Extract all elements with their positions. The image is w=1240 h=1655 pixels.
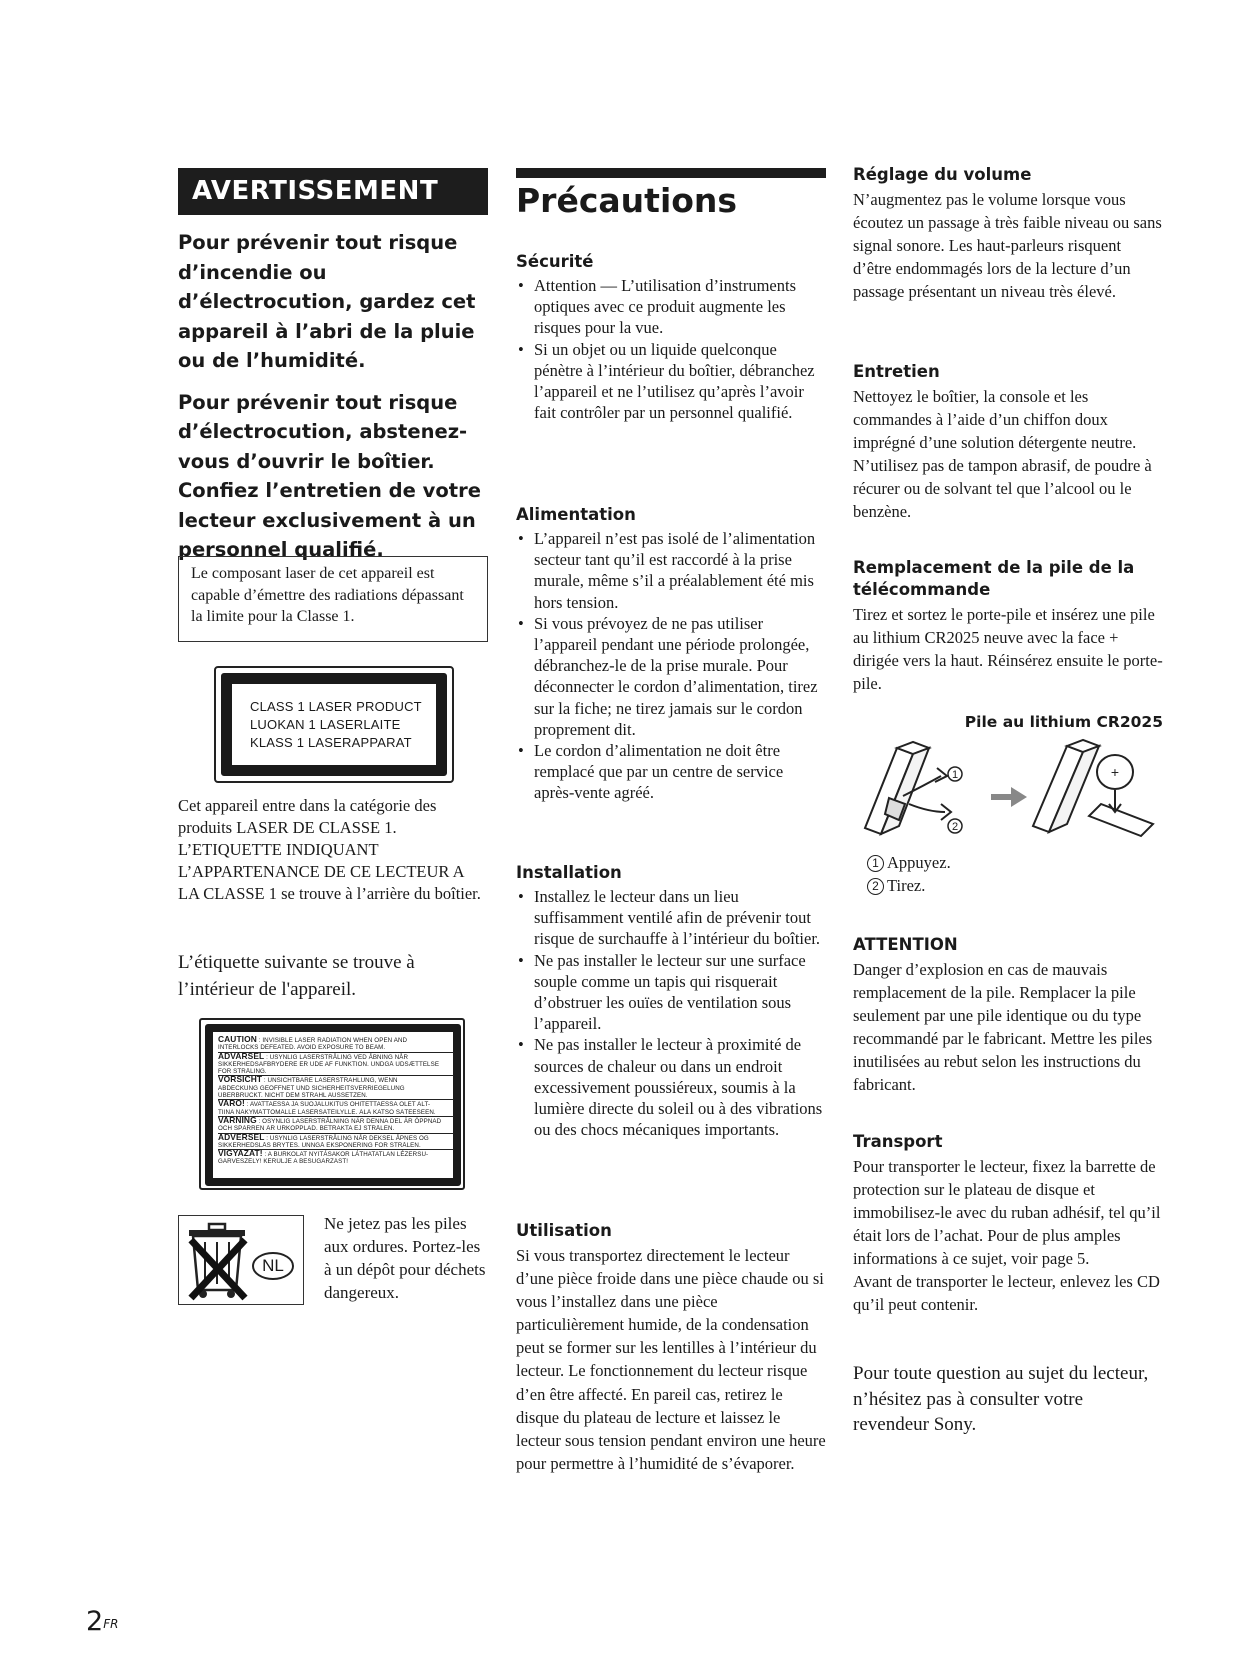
pile-heading: Remplacement de la pile de la télécommande — [853, 558, 1135, 599]
pile-text: Tirez et sortez le porte-pile et insérez une pile au lithium CR2025 neuve avec la face + dirigée vers la haut. Réinsérez ensuite le porte-pile. — [853, 605, 1163, 693]
section-securite — [516, 251, 826, 423]
section-attention — [853, 934, 1163, 1096]
section-heading: Sécurité — [516, 252, 594, 271]
volume-text: N’augmentez pas le volume lorsque vous écoutez un passage à très faible niveau ou sans signal sonore. Les haut-parleurs risquent d’être endommagés lors de la lecture d’un passage présentant un niveau très élevé. — [853, 190, 1162, 301]
precautions-rule — [516, 168, 826, 178]
transport-text-cd: Avant de transporter le lecteur, enlevez les CD qu’il peut contenir. — [853, 1272, 1160, 1314]
utilisation-text: Si vous transportez directement le lecteur d’une pièce froide dans une pièce chaude ou si vous l’installez dans une pièce particulièrement humide, de la condensation peut se former sur les lentilles à l’intérieur du lecteur. Le fonctionnement du lecteur risque d’en être affecté. En pareil cas, retirez le disque du plateau de lecture et laissez le lecteur sous tension pendant environ une heure pour permettre à l’humidité de s’évaporer. — [516, 1246, 826, 1473]
list-item: • Si vous prévoyez de ne pas utiliser l’appareil pendant une période prolongée, débranchez-le de la prise murale. Pour déconnecter le cordon d’alimentation, tirez sur la fiche; ne tirez jamais sur le cordon proprement dit. — [516, 613, 826, 740]
step-2 — [867, 874, 1067, 897]
laser-category-text: Cet appareil entre dans la catégorie des produits LASER DE CLASSE 1. L’ETIQUETTE INDIQUANT L’APPARTENANCE DE CE LECTEUR A LA CLASSE 1 se trouve à l’arrière du boîtier. — [178, 796, 481, 903]
page-suffix: FR — [103, 1617, 119, 1631]
laser-label-line-1: CLASS 1 LASER PRODUCT — [250, 699, 422, 714]
battery-disposal-symbol — [178, 1215, 304, 1305]
laser-note-text: Le composant laser de cet appareil est capable d’émettre des radiations dépassant la limite pour la Classe 1. — [191, 565, 464, 625]
inside-label-text: L’étiquette suivante se trouve à l’intérieur de l'appareil. — [178, 952, 415, 1000]
laser-label-line-3: KLASS 1 LASERAPPARAT — [250, 735, 412, 750]
section-entretien — [853, 361, 1163, 523]
battery-disposal-text: Ne jetez pas les piles aux ordures. Portez-les à un dépôt pour déchets dangereux. — [324, 1214, 486, 1302]
section-heading: Alimentation — [516, 505, 636, 524]
list-item: • Le cordon d’alimentation ne doit être remplacé que par un centre de service après-vente agréé. — [516, 740, 826, 804]
battery-steps — [867, 851, 1067, 897]
section-heading: Utilisation — [516, 1221, 612, 1240]
nl-badge: NL — [262, 1256, 284, 1275]
step-1 — [867, 851, 1067, 874]
section-utilisation — [516, 1220, 826, 1475]
precautions-title: Précautions — [516, 181, 738, 220]
section-alimentation — [516, 504, 826, 804]
svg-text:+: + — [1110, 764, 1120, 780]
class1-laser-label — [214, 666, 454, 783]
step2-marker: 2 — [951, 821, 959, 833]
list-item: • Attention — L’utilisation d’instruments optiques avec ce produit augmente les risques pour la vue. — [516, 275, 826, 339]
battery-replacement-illustration — [853, 738, 1163, 848]
transport-text: Pour transporter le lecteur, fixez la barrette de protection sur le plateau de disque et immobilisez-le avec du ruban adhésif, tel qu’il était lors de l’achat. Pour de plus amples informations à ce sujet, voir page 5. — [853, 1157, 1161, 1268]
step-1-number: 1 — [867, 855, 884, 872]
list-item: • Ne pas installer le lecteur sur une surface souple comme un tapis qui risquerait d’obstruer les ouïes de ventilation sous l’appareil. — [516, 950, 826, 1035]
step-2-number: 2 — [867, 878, 884, 895]
list-item: • Si un objet ou un liquide quelconque pénètre à l’intérieur du boîtier, débranchez l’appareil et ne l’utilisez qu’après l’avoir fait contrôler par un personnel qualifié. — [516, 339, 826, 424]
attention-heading: ATTENTION — [853, 935, 958, 954]
caution-label-text: CAUTION : INVISIBLE LASER RADIATION WHEN OPEN AND INTERLOCKS DEFEATED. AVOID EXPOSURE TO BEAM. ADVARSEL : USYNLIG LASERSTRÅLING VED ÅBNING NÅR SIKKERHEDSAFBRYDERE ER UDE AF FUNKTION. UNDGÅ UDSÆTTELSE FOR STRÅLING. VORSICHT : UNSICHTBARE LASERSTRAHLUNG, WENN ABDECKUNG GEÖFFNET UND SICHERHEITSVERRIEGELUNG ÜBERBRÜCKT. NICHT DEM STRAHL AUSSETZEN. VARO! : AVATTAESSA JA SUOJALUKITUS OHITETTAESSA OLET ALT- TIINA NÄKYMÄTTÖMÄLLE LASERSÄTEILYLLE. ÄLÄ KATSO SÄTEESEEN. VARNING : OSYNLIG LASERSTRÅLNING NÄR DENNA DEL ÄR ÖPPNAD OCH SPÄRREN ÄR URKOPPLAD. BETRAKTA EJ STRÅLEN. ADVERSEL : USYNLIG LASERSTRÅLING NÅR DEKSEL ÅPNES OG SIKKERHEDSLÅS BRYTES. UNNGÅ EKSPONERING FOR STRÅLEN. VIGYAZAT! : A BURKOLAT NYITÁSAKOR LÁTHATATLAN LÉZERSU- GÁRVESZÉLY! KERÜLJE A BESUGÁRZÁST! — [218, 1036, 454, 1166]
step-2-label: Tirez. — [887, 876, 926, 895]
laser-label-line-2: LUOKAN 1 LASERLAITE — [250, 717, 401, 732]
section-heading: Installation — [516, 863, 622, 882]
list-item: • L’appareil n’est pas isolé de l’alimentation secteur tant qu’il est raccordé à la prise murale, même s’il a préalablement été mis hors tension. — [516, 528, 826, 613]
attention-text: Danger d’explosion en cas de mauvais remplacement de la pile. Remplacer la pile seulement par une pile identique ou du type recommandé par le fabricant. Mettre les piles inutilisées au rebut selon les instructions du fabricant. — [853, 960, 1153, 1094]
step1-marker: 1 — [951, 769, 959, 781]
page-number: $2^{FR}$ — [86, 1606, 119, 1637]
entretien-text: Nettoyez le boîtier, la console et les commandes à l’aide d’un chiffon doux imprégné d’une solution détergente neutre. N’utilisez pas de tampon abrasif, de poudre à récurer ou de solvant tel que l’alcool ou le benzène. — [853, 387, 1152, 521]
fire-shock-warning: Pour prévenir tout risque d’incendie ou d’électrocution, gardez cet appareil à l’abri de la pluie ou de l’humidité. — [178, 231, 476, 372]
section-volume — [853, 164, 1163, 303]
list-item: • Ne pas installer le lecteur à proximité de sources de chaleur ou dans un endroit excessivement poussiéreux, soumis à la lumière directe du soleil ou à des vibrations ou des chocs mécaniques importants. — [516, 1034, 826, 1140]
laser-note-box — [178, 556, 488, 642]
transport-heading: Transport — [853, 1132, 943, 1151]
figure-caption: Pile au lithium CR2025 — [964, 713, 1163, 731]
closing-text: Pour toute question au sujet du lecteur, n’hésitez pas à consulter votre revendeur Sony. — [853, 1363, 1149, 1435]
section-transport — [853, 1131, 1163, 1316]
caution-label — [199, 1018, 465, 1190]
step-1-label: Appuyez. — [887, 853, 951, 872]
volume-heading: Réglage du volume — [853, 165, 1032, 184]
open-case-warning: Pour prévenir tout risque d’électrocution, abstenez-vous d’ouvrir le boîtier. Confiez l’entretien de votre lecteur exclusivement à un personnel qualifié. — [178, 390, 481, 561]
section-pile — [853, 557, 1163, 695]
avertissement-heading: AVERTISSEMENT — [178, 168, 488, 215]
entretien-heading: Entretien — [853, 362, 940, 381]
section-installation — [516, 862, 826, 1140]
list-item: • Installez le lecteur dans un lieu suffisamment ventilé afin de prévenir tout risque de surchauffe à l’intérieur du boîtier. — [516, 886, 826, 950]
